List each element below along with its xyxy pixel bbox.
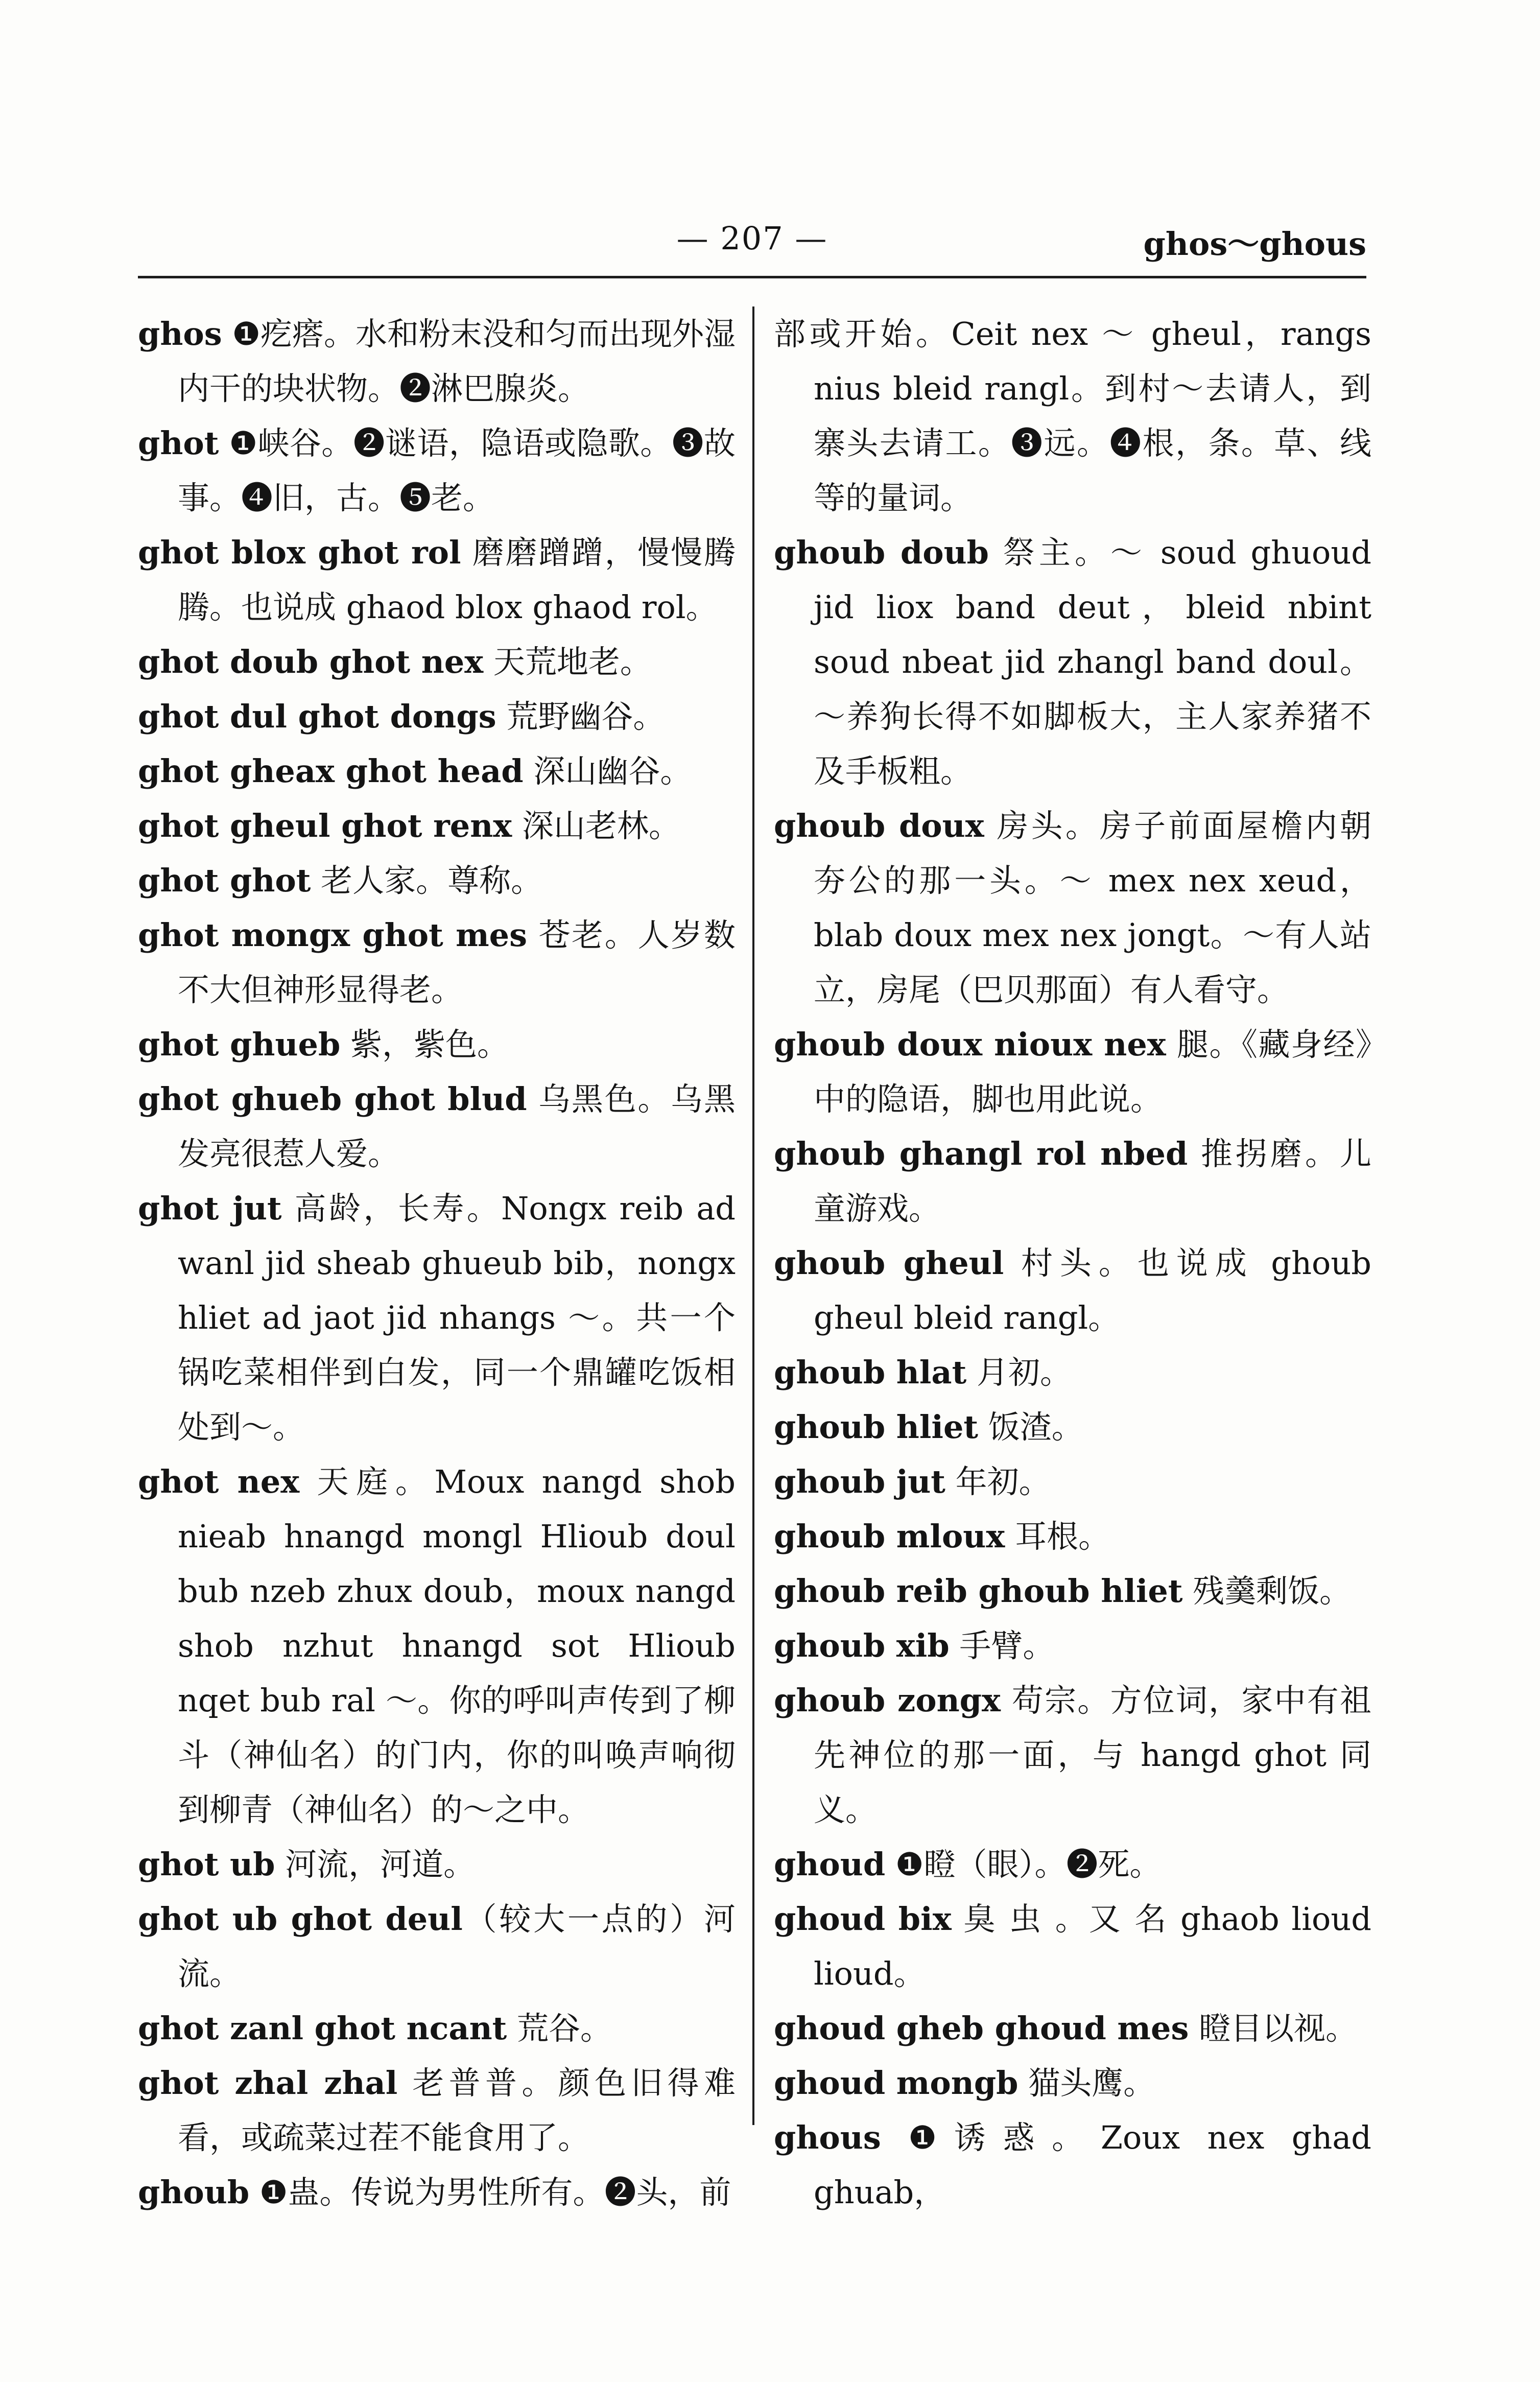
entry-definition: ❶峡谷。❷谜语，隐语或隐歌。❸故事。❹旧，古。❺老。 — [178, 424, 736, 516]
entry-definition: ❶瞪（眼）。❷死。 — [885, 1846, 1162, 1883]
entry-definition: ❶疙瘩。水和粉末没和匀而出现外湿内干的块状物。❷淋巴腺炎。 — [178, 315, 736, 407]
left-column — [138, 306, 736, 2220]
entry-headword: ghoub reib ghoub hliet — [774, 1572, 1183, 1610]
entry-definition: 月初。 — [966, 1354, 1072, 1391]
entry-definition: 紫，紫色。 — [340, 1026, 509, 1063]
entry-headword: ghoud mongb — [774, 2064, 1018, 2102]
entry-headword: ghot gheax ghot head — [138, 752, 524, 790]
dictionary-entry — [774, 1454, 1371, 1509]
dictionary-entry — [138, 1072, 736, 1181]
dictionary-entry — [138, 908, 736, 1017]
dictionary-entry — [138, 2165, 736, 2220]
entry-headword: ghot nex — [138, 1463, 300, 1500]
entry-definition: 深山幽谷。 — [523, 752, 692, 790]
entry-headword: ghot jut — [138, 1190, 282, 1227]
entry-headword: ghoub gheul — [774, 1244, 1004, 1282]
dictionary-entry — [138, 2056, 736, 2165]
dictionary-entry — [774, 1236, 1371, 1345]
entry-headword: ghot ub ghot deul — [138, 1900, 463, 1938]
entry-definition: 乌黑色。乌黑发亮很惹人爱。 — [178, 1080, 736, 1172]
dictionary-entry — [774, 1837, 1371, 1892]
dictionary-entry — [774, 1673, 1371, 1837]
dictionary-entry — [774, 1892, 1371, 2001]
entry-definition: ❶蛊。传说为男性所有。❷头，前 — [249, 2174, 731, 2211]
dictionary-entry — [774, 1618, 1371, 1673]
entry-headword: ghoud gheb ghoud mes — [774, 2010, 1189, 2047]
entry-definition: （较大一点的）河流。 — [178, 1900, 736, 1992]
entry-headword: ghot dul ghot dongs — [138, 698, 496, 735]
entry-headword: ghot zanl ghot ncant — [138, 2010, 507, 2047]
dictionary-entry — [138, 1017, 736, 1072]
dictionary-entry — [138, 634, 736, 689]
entry-headword: ghoub doub — [774, 534, 989, 571]
entry-headword: ghot ghueb — [138, 1026, 341, 1063]
entry-definition: 年初。 — [945, 1463, 1051, 1500]
entry-headword: ghot ghot — [138, 862, 311, 899]
entry-headword: ghoub doux nioux nex — [774, 1026, 1166, 1063]
dictionary-entry — [138, 1837, 736, 1892]
dictionary-entry — [138, 416, 736, 525]
dictionary-entry — [774, 1509, 1371, 1564]
dictionary-entry — [774, 1400, 1371, 1454]
dictionary-entry — [138, 853, 736, 908]
entry-headword: ghot — [138, 424, 219, 462]
dictionary-entry — [138, 2001, 736, 2056]
entry-headword: ghos — [138, 315, 222, 352]
entry-headword: ghoud bix — [774, 1900, 952, 1938]
column-divider — [752, 306, 754, 2125]
entry-headword: ghous — [774, 2119, 881, 2156]
dictionary-entry — [774, 525, 1371, 798]
dictionary-entry — [138, 525, 736, 634]
entry-headword: ghoub — [138, 2174, 250, 2211]
entry-definition: 臭 虫 。又 名 ghaob lioud lioud。 — [814, 1900, 1371, 1992]
dictionary-entry — [774, 1017, 1371, 1126]
entry-headword: ghot ghueb ghot blud — [138, 1080, 527, 1118]
entry-definition: 老人家。尊称。 — [311, 862, 543, 899]
entry-headword: ghoub mloux — [774, 1518, 1005, 1555]
entry-definition: 腿。《藏身经》中的隐语，脚也用此说。 — [814, 1026, 1371, 1118]
entry-headword: ghoub hlat — [774, 1354, 967, 1391]
entry-headword: ghot ub — [138, 1846, 275, 1883]
entry-definition: ❶诱惑。Zoux nex ghad ghuab， — [814, 2119, 1371, 2211]
entry-headword: ghoub xib — [774, 1627, 950, 1664]
entry-definition: 河流，河道。 — [275, 1846, 476, 1883]
page-header — [138, 204, 1366, 278]
dictionary-entry — [774, 306, 1371, 525]
dictionary-entry — [138, 798, 736, 853]
dictionary-entry — [774, 1126, 1371, 1236]
entry-definition: 瞪目以视。 — [1189, 2010, 1358, 2047]
entry-definition: 深山老林。 — [512, 807, 680, 844]
entry-definition: 手臂。 — [949, 1627, 1055, 1664]
entry-headword: ghot doub ghot nex — [138, 643, 484, 680]
entry-definition: 苟宗。方位词，家中有祖先神位的那一面，与 hangd ghot 同义。 — [814, 1682, 1371, 1828]
dictionary-entry — [774, 1564, 1371, 1618]
entry-definition: 部或开始。Ceit nex ～ gheul，rangs nius bleid rangl。到村～去请人，到寨头去请工。❸远。❹根，条。草、线等的量词。 — [774, 315, 1371, 516]
entry-headword: ghoub hliet — [774, 1408, 979, 1446]
entry-definition: 天庭。Moux nangd shob nieab hnangd mongl Hlioub doul bub nzeb zhux doub，moux nangd shob nzhut hnangd sot Hlioub nqet bub ral ～。你的呼叫声传到了柳斗（神仙名）的门内，你的叫唤声响彻到柳青（神仙名）的～之中。 — [178, 1463, 736, 1828]
dictionary-entry — [138, 1454, 736, 1837]
entry-definition: 耳根。 — [1005, 1518, 1110, 1555]
running-head: ghos～ghous — [1143, 225, 1366, 263]
dictionary-entry — [774, 2001, 1371, 2056]
entry-definition: 磨磨蹭蹭，慢慢腾腾。也说成 ghaod blox ghaod rol。 — [178, 534, 736, 626]
dictionary-entry — [138, 689, 736, 744]
dictionary-entry — [774, 1345, 1371, 1400]
entry-definition: 村头。也说成 ghoub gheul bleid rangl。 — [814, 1244, 1371, 1336]
page-number: — 207 — — [676, 220, 828, 257]
entry-headword: ghoub jut — [774, 1463, 945, 1500]
entry-definition: 推拐磨。儿童游戏。 — [814, 1135, 1371, 1227]
entry-headword: ghot gheul ghot renx — [138, 807, 512, 844]
dictionary-entry — [774, 2110, 1371, 2220]
entry-definition: 猫头鹰。 — [1018, 2064, 1155, 2102]
entry-definition: 苍老。人岁数不大但神形显得老。 — [178, 916, 736, 1008]
entry-definition: 房头。房子前面屋檐内朝夯公的那一头。～ mex nex xeud，blab doux mex nex jongt。～有人站立，房尾（巴贝那面）有人看守。 — [814, 807, 1371, 1008]
entry-definition: 老普普。颜色旧得难看，或疏菜过茬不能食用了。 — [178, 2064, 736, 2156]
entry-headword: ghoub ghangl rol nbed — [774, 1135, 1188, 1172]
dictionary-entry — [138, 1892, 736, 2001]
entry-definition: 饭渣。 — [978, 1408, 1083, 1446]
dictionary-entry — [774, 798, 1371, 1017]
entry-definition: 残羹剩饭。 — [1182, 1572, 1352, 1610]
dictionary-entry — [138, 1181, 736, 1454]
dictionary-entry — [138, 744, 736, 798]
dictionary-entry — [138, 306, 736, 416]
entry-headword: ghot mongx ghot mes — [138, 916, 528, 954]
entry-headword: ghoud — [774, 1846, 886, 1883]
dictionary-entry — [774, 2056, 1371, 2110]
entry-definition: 高龄，长寿。Nongx reib ad wanl jid sheab ghueub bib，nongx hliet ad jaot jid nhangs ～。共一个锅吃菜相伴到白发，同一个鼎罐吃饭相处到～。 — [178, 1190, 736, 1446]
right-column — [774, 306, 1371, 2220]
entry-definition: 祭主。～ soud ghuoud jid liox band deut，bleid nbint soud nbeat jid zhangl band doul。～养狗长得不如脚板大，主人家养猪不及手板粗。 — [814, 534, 1371, 790]
entry-definition: 天荒地老。 — [483, 643, 652, 680]
entry-headword: ghot zhal zhal — [138, 2064, 398, 2102]
entry-headword: ghoub zongx — [774, 1682, 1001, 1719]
entry-headword: ghot blox ghot rol — [138, 534, 461, 571]
entry-definition: 荒野幽谷。 — [496, 698, 665, 735]
entry-headword: ghoub doux — [774, 807, 984, 844]
entry-definition: 荒谷。 — [507, 2010, 612, 2047]
